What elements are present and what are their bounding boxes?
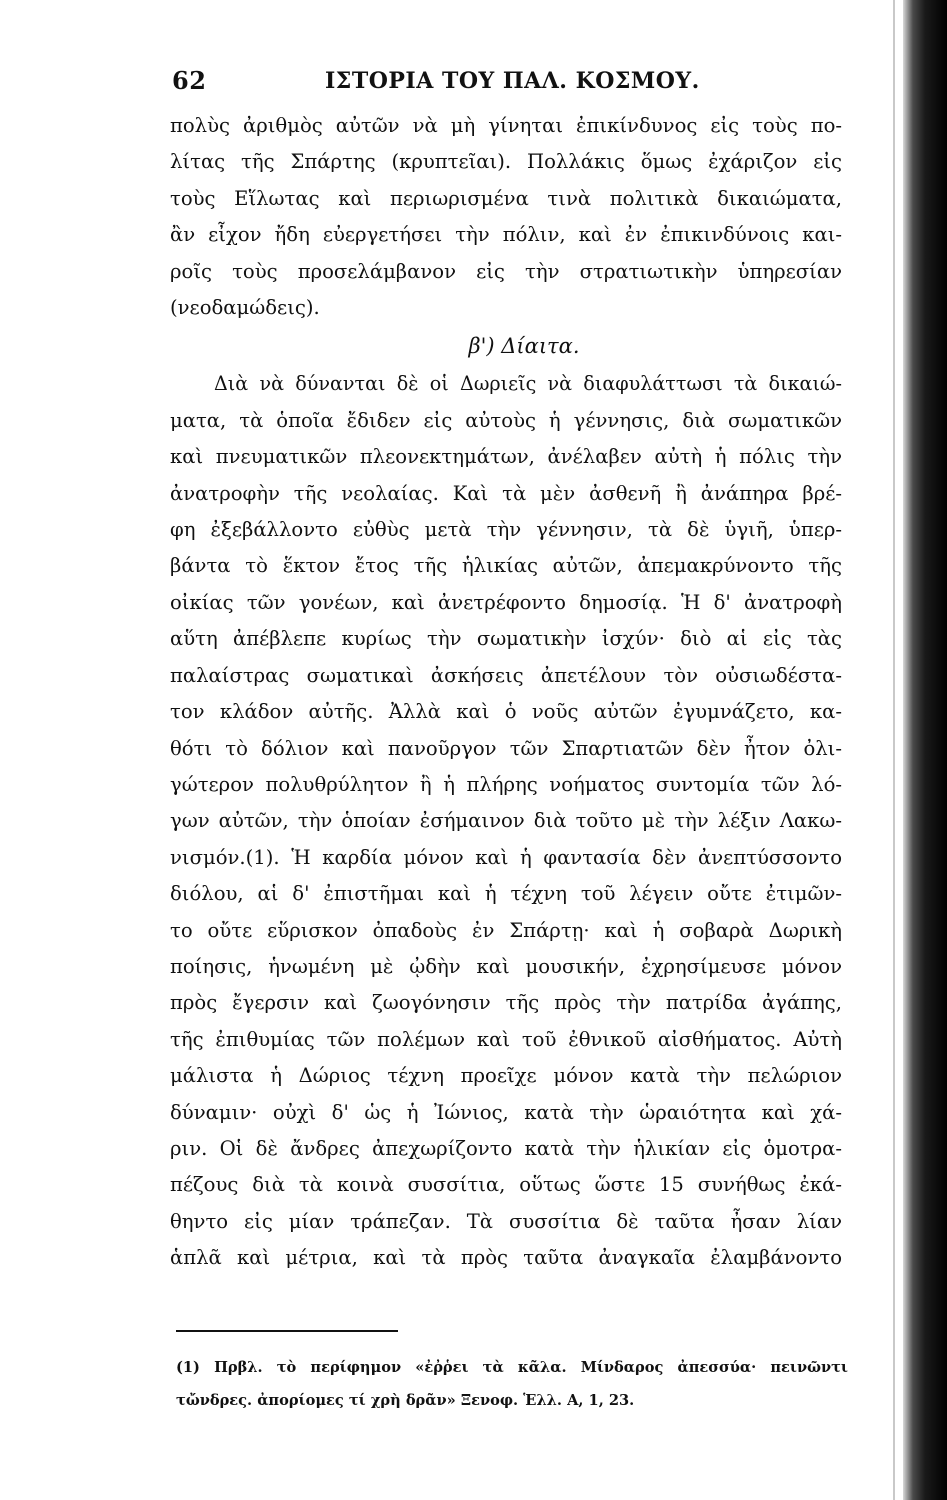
text-line: ἂν εἶχον ἤδη εὐεργετήσει τὴν πόλιν, καὶ ἐν ἐπικινδύνοις και- [170,223,842,247]
text-line: τῆς ἐπιθυμίας τῶν πολέμων καὶ τοῦ ἐθνικοῦ αἰσθήματος. Αὐτὴ [170,1027,842,1051]
text-line: τοὺς Εἵλωτας καὶ περιωρισμένα τινὰ πολιτικὰ δικαιώματα, [170,186,842,210]
text-line: γώτερον πολυθρύλητον ἢ ἡ πλήρης νοήματος συντομία τῶν λό- [170,772,842,796]
text-line: φη ἐξεβάλλοντο εὐθὺς μετὰ τὴν γέννησιν, τὰ δὲ ὑγιῆ, ὑπερ- [170,518,842,542]
text-line: δύναμιν· οὐχὶ δ' ὡς ἡ Ἰώνιος, κατὰ τὴν ὡραιότητα καὶ χά- [170,1100,842,1124]
text-line: παλαίστρας σωματικαὶ ἀσκήσεις ἀπετέλουν τὸν οὐσιωδέστα- [170,663,842,687]
running-title: ΙΣΤΟΡΙΑ ΤΟΥ ΠΑΛ. ΚΟΣΜΟΥ. [325,68,700,94]
text-line: Διὰ νὰ δύνανται δὲ οἱ Δωριεῖς νὰ διαφυλάττωσι τὰ δικαιώ- [214,372,842,396]
footnote [176,1351,848,1417]
text-line: θότι τὸ δόλιον καὶ πανοῦργον τῶν Σπαρτιατῶν δὲν ἦτον ὀλι- [170,736,842,760]
footnote-line: τὤνδρες. ἀπορίομες τί χρὴ δρᾶν» Ξενοφ. Ἑλλ. Α, 1, 23. [176,1392,635,1409]
page-header [170,62,842,108]
text-line: θηντο εἰς μίαν τράπεζαν. Τὰ συσσίτια δὲ ταῦτα ἦσαν λίαν [170,1209,842,1233]
paragraph-2 [170,366,842,1276]
section-heading: β') Δίαιτα. [468,334,580,359]
page-number: 62 [172,66,207,95]
text-line: το οὔτε εὕρισκον ὀπαδοὺς ἐν Σπάρτῃ· καὶ ἡ σοβαρὰ Δωρικὴ [170,918,842,942]
scan-edge-shadow [903,0,947,1500]
footnote-line: (1) Πρβλ. τὸ περίφημον «ἐῤῥει τὰ κᾶλα. Μίνδαρος ἀπεσσύα· πεινῶντι [176,1359,848,1376]
text-line: μάλιστα ἡ Δώριος τέχνη προεῖχε μόνον κατὰ τὴν πελώριον [170,1064,842,1088]
text-line: ἀνατροφὴν τῆς νεολαίας. Καὶ τὰ μὲν ἀσθενῆ ἢ ἀνάπηρα βρέ- [170,481,842,505]
text-line: πρὸς ἔγερσιν καὶ ζωογόνησιν τῆς πρὸς τὴν πατρίδα ἀγάπης, [170,991,842,1015]
text-line: διόλου, αἱ δ' ἐπιστῆμαι καὶ ἡ τέχνη τοῦ λέγειν οὔτε ἐτιμῶν- [170,882,842,906]
text-line: ματα, τὰ ὁποῖα ἔδιδεν εἰς αὐτοὺς ἡ γέννησις, διὰ σωματικῶν [170,408,842,432]
text-line: λίτας τῆς Σπάρτης (κρυπτεῖαι). Πολλάκις ὅμως ἐχάριζον εἰς [170,150,842,174]
text-line: γων αὐτῶν, τὴν ὁποίαν ἐσήμαινον διὰ τοῦτο μὲ τὴν λέξιν Λακω- [170,809,842,833]
text-line: βάντα τὸ ἕκτον ἔτος τῆς ἡλικίας αὐτῶν, ἀπεμακρύνοντο τῆς [170,554,842,578]
text-line: (νεοδαμώδεις). [170,296,320,320]
text-line: ριν. Οἱ δὲ ἄνδρες ἀπεχωρίζοντο κατὰ τὴν ἡλικίαν εἰς ὁμοτρα- [170,1136,842,1160]
text-line: οἰκίας τῶν γονέων, καὶ ἀνετρέφοντο δημοσίᾳ. Ἡ δ' ἀνατροφὴ [170,590,842,614]
scan-edge-line [893,0,895,1500]
paragraph-1 [170,108,842,326]
text-line: τον κλάδον αὐτῆς. Ἀλλὰ καὶ ὁ νοῦς αὐτῶν ἐγυμνάζετο, κα- [170,700,842,724]
text-line: ροῖς τοὺς προσελάμβανον εἰς τὴν στρατιωτικὴν ὑπηρεσίαν [170,259,842,283]
text-line: πέζους διὰ τὰ κοινὰ συσσίτια, οὕτως ὥστε 15 συνήθως ἐκά- [170,1173,842,1197]
text-line: πολὺς ἀριθμὸς αὐτῶν νὰ μὴ γίνηται ἐπικίνδυνος εἰς τοὺς πο- [170,114,842,137]
text-line: καὶ πνευματικῶν πλεονεκτημάτων, ἀνέλαβεν αὐτὴ ἡ πόλις τὴν [170,445,842,469]
book-page [170,62,842,1277]
text-line: αὕτη ἀπέβλεπε κυρίως τὴν σωματικὴν ἰσχύν· διὸ αἱ εἰς τὰς [170,627,842,651]
footnote-rule [176,1330,398,1332]
text-line: ποίησις, ἡνωμένη μὲ ᾠδὴν καὶ μουσικήν, ἐχρησίμευσε μόνον [170,954,842,978]
text-line: νισμόν.(1). Ἡ καρδία μόνον καὶ ἡ φαντασία δὲν ἀνεπτύσσοντο [170,845,842,869]
text-line: ἁπλᾶ καὶ μέτρια, καὶ τὰ πρὸς ταῦτα ἀναγκαῖα ἐλαμβάνοντο [170,1246,842,1270]
